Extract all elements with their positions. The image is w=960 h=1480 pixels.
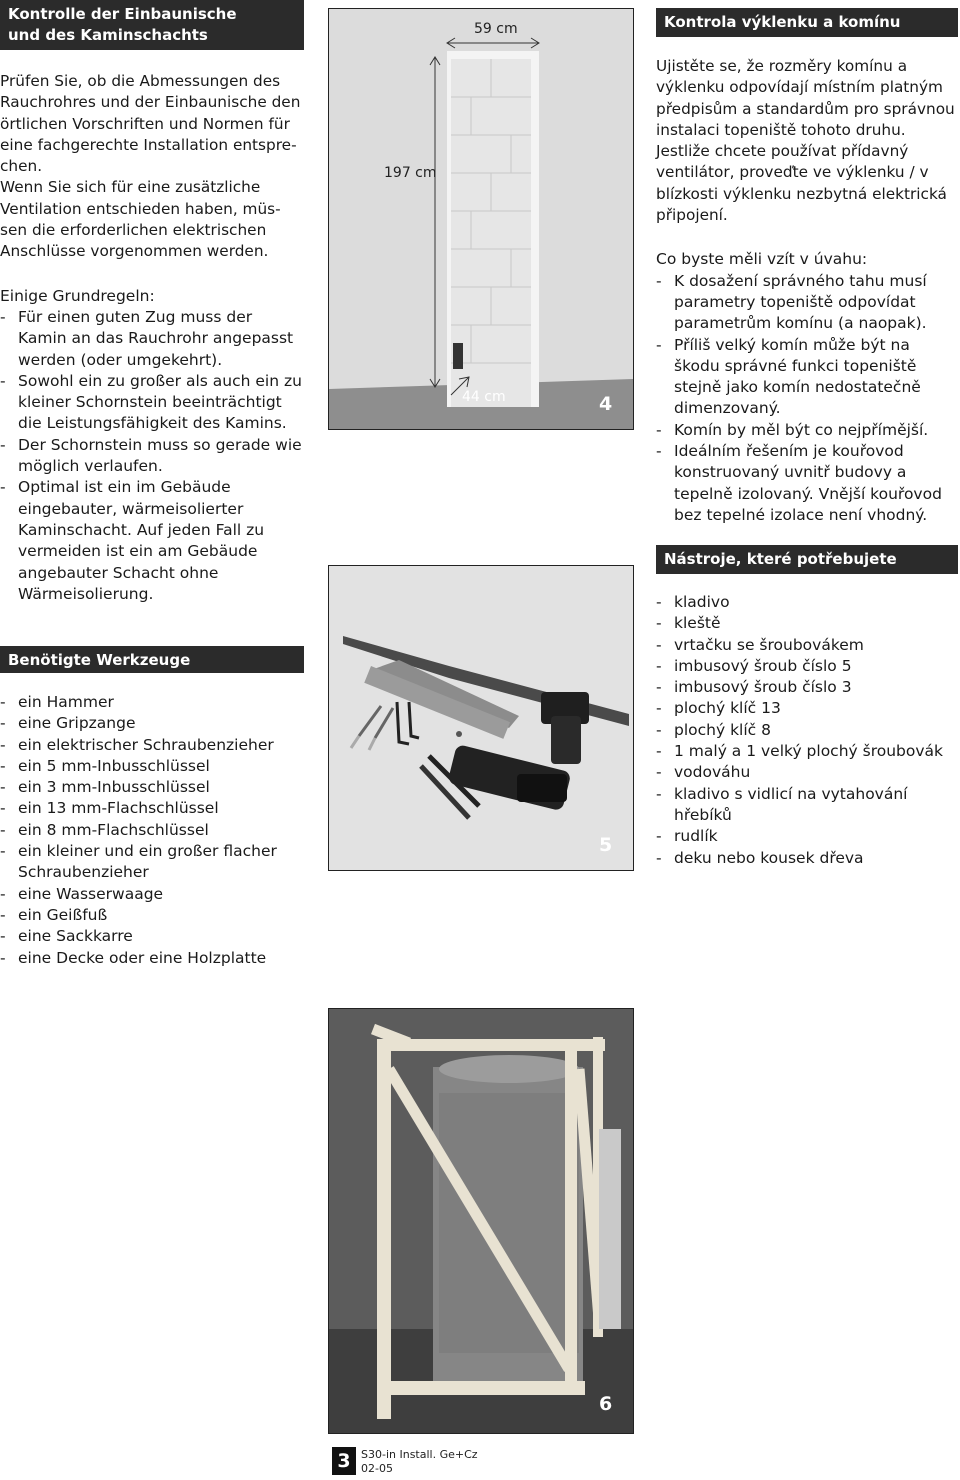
- list-item: - imbusový šroub číslo 5: [656, 656, 958, 677]
- list-item: - imbusový šroub číslo 3: [656, 677, 958, 698]
- dimension-width-label: 59 cm: [474, 21, 518, 37]
- german-tools-section: [0, 646, 304, 969]
- figure-4-niche-photo: [328, 8, 634, 430]
- figure-6-number: 6: [599, 1393, 613, 1415]
- page-number: 3: [332, 1447, 356, 1475]
- crate-photo-illustration: [329, 1009, 633, 1433]
- list-item: - Für einen guten Zug muss der Kamin an das Rauchrohr angepasst werden (oder umgekehrt).: [0, 307, 304, 371]
- list-item: - ein 8 mm-Flachschlüssel: [0, 820, 304, 841]
- list-item: - Příliš velký komín může být na škodu správné funkci topeniště stejně jako komín nedostatečně dimenzovaný.: [656, 335, 958, 420]
- list-item: - ein 13 mm-Flachschlüssel: [0, 798, 304, 819]
- czech-rules-list: [656, 271, 958, 527]
- list-item: - Komín by měl být co nejpřímější.: [656, 420, 958, 441]
- dimension-depth-label: 44 cm: [462, 389, 506, 405]
- list-item: - 1 malý a 1 velký plochý šroubovák: [656, 741, 958, 762]
- german-rules-list: [0, 307, 304, 605]
- list-item: - vodováhu: [656, 762, 958, 783]
- figure-6-crate-photo: [328, 1008, 634, 1434]
- list-item: - Sowohl ein zu großer als auch ein zu kleiner Schornstein beeinträchtigt die Leistungsfähigkeit des Kamins.: [0, 371, 304, 435]
- list-item: - ein 5 mm-Inbusschlüssel: [0, 756, 304, 777]
- german-heading-tools: Benötigte Werkzeuge: [0, 646, 304, 673]
- figure-5-tools-photo: [328, 565, 634, 871]
- list-item: - ein kleiner und ein großer flacher Schraubenzieher: [0, 841, 304, 884]
- list-item: - deku nebo kousek dřeva: [656, 848, 958, 869]
- czech-rules-title: Co byste měli vzít v úvahu:: [656, 250, 868, 269]
- list-item: - ein elektrischer Schraubenzieher: [0, 735, 304, 756]
- document-reference-line-2: 02-05: [361, 1462, 393, 1475]
- german-rules-title: Einige Grundregeln:: [0, 286, 155, 305]
- list-item: - eine Wasserwaage: [0, 884, 304, 905]
- list-item: - Optimal ist ein im Gebäude eingebauter, wärmeisolierter Kaminschacht. Auf jeden Fall zu vermeiden ist ein am Gebäude angebauter Schacht ohne Wärmeisolierung.: [0, 477, 304, 605]
- list-item: - plochý klíč 13: [656, 698, 958, 719]
- list-item: - plochý klíč 8: [656, 720, 958, 741]
- list-item: - ein 3 mm-Inbusschlüssel: [0, 777, 304, 798]
- tools-photo-illustration: [329, 566, 633, 870]
- czech-tools-list: [656, 592, 958, 869]
- list-item: - K dosažení správného tahu musí parametry topeniště odpovídat parametrům komínu (a naopak).: [656, 271, 958, 335]
- list-item: - rudlík: [656, 826, 958, 847]
- document-reference-line-1: S30-in Install. Ge+Cz: [361, 1448, 478, 1461]
- list-item: - eine Sackkarre: [0, 926, 304, 947]
- czech-tools-section: [656, 545, 958, 869]
- list-item: - ein Hammer: [0, 692, 304, 713]
- list-item: - kladivo s vidlicí na vytahování hřebíků: [656, 784, 958, 827]
- list-item: - Ideálním řešením je kouřovod konstruovaný uvnitř budovy a tepelně izolovaný. Vnější kouřovod bez tepelné izolace není vhodný.: [656, 441, 958, 526]
- german-intro-text: Prüfen Sie, ob die Abmessungen des Rauchrohres und der Einbaunische den örtlichen Vorschriften und Normen für eine fachgerechte Installation entspre- chen. Wenn Sie sich für eine zusätzliche Ventilation entschieden haben, müs- sen die erforderlichen elektrischen Anschlüsse vorgenommen werden.: [0, 72, 301, 261]
- german-tools-list: [0, 692, 304, 969]
- list-item: - kleště: [656, 613, 958, 634]
- german-heading-niche-check: Kontrolle der Einbaunische und des Kaminschachts: [0, 0, 304, 50]
- list-item: - eine Gripzange: [0, 713, 304, 734]
- figure-5-number: 5: [599, 834, 613, 856]
- czech-column: [656, 8, 958, 526]
- list-item: - ein Geißfuß: [0, 905, 304, 926]
- figure-4-number: 4: [599, 393, 613, 415]
- dimension-height-label: 197 cm: [384, 165, 437, 181]
- german-column: [0, 0, 304, 605]
- list-item: - Der Schornstein muss so gerade wie möglich verlaufen.: [0, 435, 304, 478]
- czech-heading-tools: Nástroje, které potřebujete: [656, 545, 958, 574]
- document-reference: [361, 1448, 478, 1476]
- niche-photo-illustration: [329, 9, 633, 429]
- list-item: - kladivo: [656, 592, 958, 613]
- list-item: - vrtačku se šroubovákem: [656, 635, 958, 656]
- czech-heading-niche-check: Kontrola výklenku a komínu: [656, 8, 958, 37]
- czech-intro-text: Ujistěte se, že rozměry komínu a výklenku odpovídají místním platným předpisům a standardům pro správnou instalaci topeniště tohoto druhu. Jestliže chcete používat přídavný ventilátor, proveďte ve výklenku / v blízkosti výklenku nezbytná elektrická připojení.: [656, 57, 955, 225]
- list-item: - eine Decke oder eine Holzplatte: [0, 948, 304, 969]
